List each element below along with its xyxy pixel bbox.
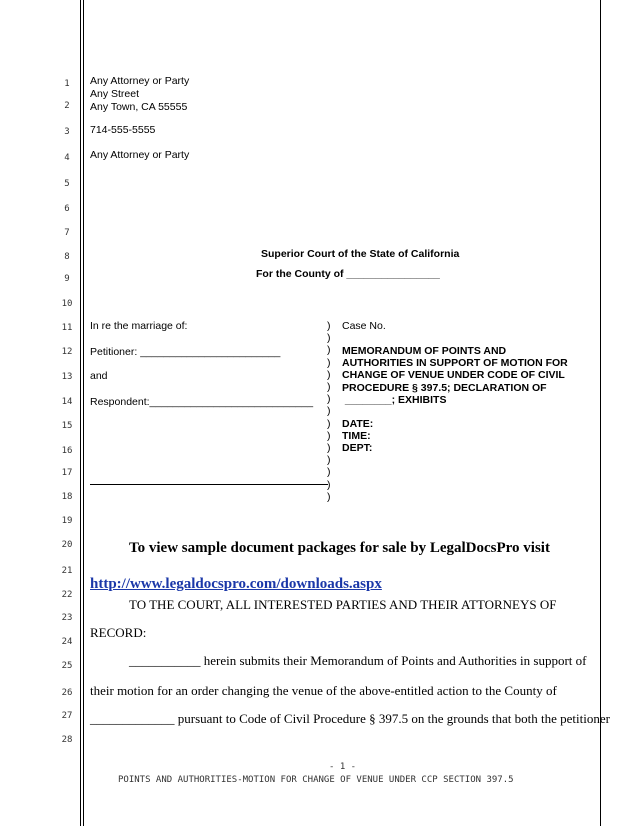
caption-petitioner: Petitioner: ________________________	[90, 346, 281, 358]
line-number: 12	[61, 347, 73, 357]
line-number: 21	[61, 566, 73, 576]
caption-paren: )	[327, 405, 331, 418]
body-line-4: their motion for an order changing the venue of the above-entitled action to the County of	[90, 683, 557, 698]
promo-link[interactable]: http://www.legaldocspro.com/downloads.aspx	[90, 576, 382, 592]
caption-paren: )	[327, 320, 331, 332]
right-margin-line	[600, 0, 601, 826]
hearing-time-label: TIME:	[342, 430, 371, 442]
court-county: For the County of ________________	[256, 268, 440, 280]
caption-paren: )	[327, 478, 331, 491]
document-title-line: CHANGE OF VENUE UNDER CODE OF CIVIL	[342, 369, 565, 382]
line-number: 9	[64, 274, 70, 284]
court-title: Superior Court of the State of California	[261, 248, 460, 260]
caption-paren: )	[327, 393, 331, 406]
caption-paren: )	[327, 417, 331, 430]
hearing-dept-label: DEPT:	[342, 442, 373, 454]
line-number: 25	[61, 661, 73, 671]
line-number: 11	[61, 323, 73, 333]
line-number: 28	[61, 735, 73, 745]
line-number: 24	[61, 637, 73, 647]
caption-paren: )	[327, 429, 331, 442]
caption-paren: )	[327, 466, 331, 479]
line-number: 10	[61, 299, 73, 309]
line-number: 22	[61, 590, 73, 600]
caption-paren: )	[327, 332, 331, 345]
body-line-5: _____________ pursuant to Code of Civil Procedure § 397.5 on the grounds that both the petitioner	[90, 711, 610, 726]
left-margin-line-inner	[83, 0, 84, 826]
body-line-3: ___________ herein submits their Memorandum of Points and Authorities in support of	[129, 653, 587, 668]
footer-page-number: - 1 -	[329, 762, 357, 772]
line-number: 6	[64, 204, 70, 214]
line-number: 15	[61, 421, 73, 431]
attorney-for: Any Attorney or Party	[90, 149, 190, 161]
line-number: 7	[64, 228, 70, 238]
caption-and: and	[90, 370, 108, 382]
attorney-name: Any Attorney or Party	[90, 75, 190, 87]
left-margin-line-outer	[80, 0, 81, 826]
line-number: 5	[64, 179, 70, 189]
caption-marriage: In re the marriage of:	[90, 320, 188, 332]
document-title-line: ________; EXHIBITS	[342, 393, 447, 406]
attorney-street: Any Street	[90, 88, 140, 100]
line-number: 26	[61, 688, 73, 698]
document-title-line: PROCEDURE § 397.5; DECLARATION OF	[342, 381, 547, 394]
caption-paren: )	[327, 490, 331, 503]
line-number: 17	[61, 468, 73, 478]
caption-bottom-rule	[90, 484, 328, 485]
promo-text: To view sample document packages for sale by LegalDocsPro visit	[129, 540, 550, 556]
line-number: 1	[64, 79, 70, 89]
caption-paren: )	[327, 381, 331, 393]
line-number: 27	[61, 711, 73, 721]
caption-paren: )	[327, 344, 331, 357]
document-title-line: AUTHORITIES IN SUPPORT OF MOTION FOR	[342, 357, 568, 370]
line-number: 2	[64, 101, 70, 111]
caption-paren: )	[327, 442, 331, 454]
line-number: 3	[64, 127, 70, 137]
attorney-phone: 714-555-5555	[90, 124, 156, 136]
case-number-label: Case No.	[342, 320, 386, 332]
document-title-line: MEMORANDUM OF POINTS AND	[342, 345, 507, 357]
line-number: 18	[61, 492, 73, 502]
body-line-2: RECORD:	[90, 625, 147, 640]
hearing-date-label: DATE:	[342, 418, 374, 430]
attorney-city: Any Town, CA 55555	[90, 101, 188, 113]
caption-paren: )	[327, 454, 331, 467]
line-number: 14	[61, 397, 73, 407]
line-number: 19	[61, 516, 73, 526]
line-number: 16	[61, 446, 73, 456]
line-number: 8	[64, 252, 70, 262]
body-line-1: TO THE COURT, ALL INTERESTED PARTIES AND THEIR ATTORNEYS OF	[129, 597, 557, 612]
footer-title: POINTS AND AUTHORITIES-MOTION FOR CHANGE OF VENUE UNDER CCP SECTION 397.5	[118, 775, 514, 785]
line-number: 13	[61, 372, 73, 382]
caption-paren: )	[327, 356, 331, 369]
line-number: 20	[61, 540, 73, 550]
line-number: 4	[64, 153, 70, 163]
caption-paren: )	[327, 368, 331, 381]
caption-respondent: Respondent:____________________________	[90, 396, 314, 408]
line-number: 23	[61, 613, 73, 623]
